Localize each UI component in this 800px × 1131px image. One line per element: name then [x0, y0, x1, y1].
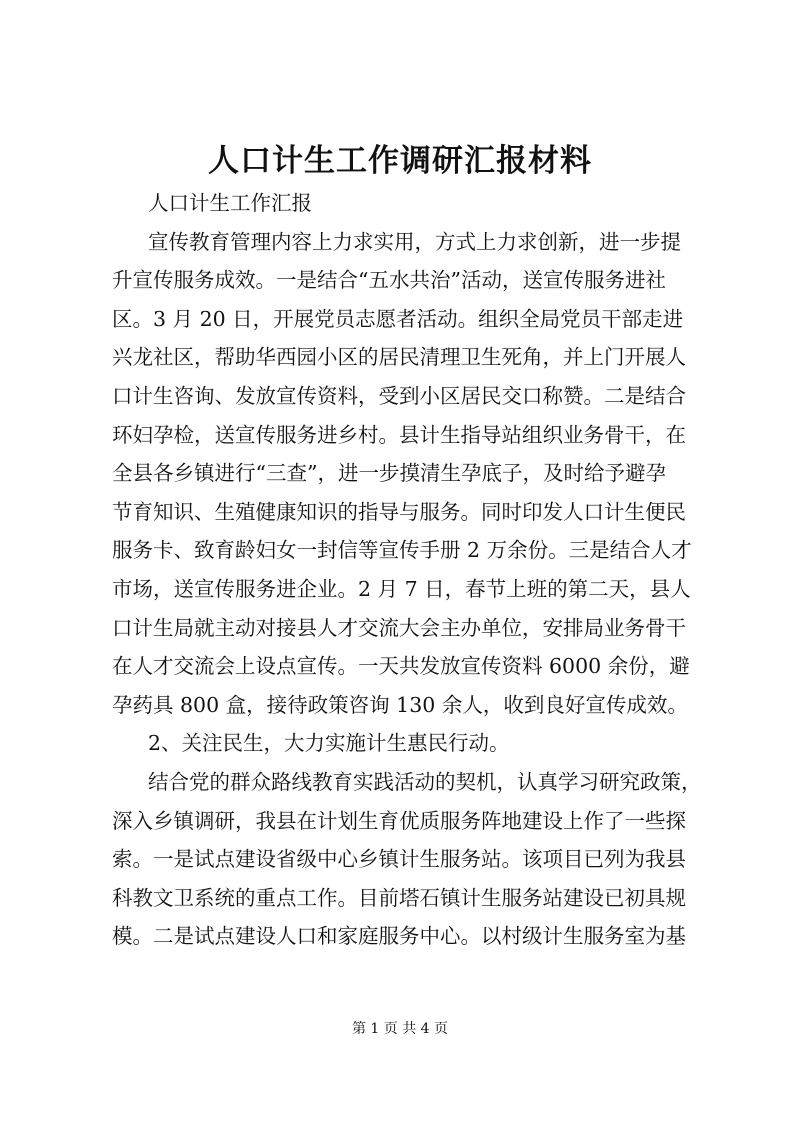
- text-line: 科教文卫系统的重点工作。目前塔石镇计生服务站建设已初具规: [112, 885, 686, 910]
- text-line: 人口计生工作汇报: [148, 191, 312, 215]
- text-line: 环妇孕检，送宣传服务进乡村。县计生指导站组织业务骨干，在: [112, 422, 686, 447]
- text-line: 升宣传服务成效。一是结合“五水共治”活动，送宣传服务进社: [112, 268, 666, 293]
- text-line: 服务卡、致育龄妇女一封信等宣传手册 2 万余份。三是结合人才: [112, 538, 692, 563]
- text-line: 口计生局就主动对接县人才交流大会主办单位，安排局业务骨干: [112, 615, 686, 640]
- text-line: 兴龙社区，帮助华西园小区的居民清理卫生死角，并上门开展人: [112, 345, 686, 370]
- text-line: 节育知识、生殖健康知识的指导与服务。同时印发人口计生便民: [112, 499, 686, 524]
- text-line: 全县各乡镇进行“三查”，进一步摸清生孕底子，及时给予避孕: [112, 461, 666, 486]
- text-line: 在人才交流会上设点宣传。一天共发放宣传资料 6000 余份，避: [112, 654, 690, 679]
- text-line: 口计生咨询、发放宣传资料，受到小区居民交口称赞。二是结合: [112, 383, 686, 408]
- text-line: 深入乡镇调研，我县在计划生育优质服务阵地建设上作了一些探: [112, 808, 686, 833]
- text-line: 模。二是试点建设人口和家庭服务中心。以村级计生服务室为基: [112, 924, 686, 949]
- page-footer: 第 1 页 共 4 页: [351, 1021, 449, 1037]
- text-line: 市场，送宣传服务进企业。2 月 7 日，春节上班的第二天，县人: [112, 576, 691, 601]
- text-line: 索。一是试点建设省级中心乡镇计生服务站。该项目已列为我县: [112, 847, 686, 872]
- text-line: 2、关注民生，大力实施计生惠民行动。: [148, 731, 510, 756]
- text-line: 结合党的群众路线教育实践活动的契机，认真学习研究政策，: [148, 769, 702, 794]
- text-line: 宣传教育管理内容上力求实用，方式上力求创新，进一步提: [148, 229, 681, 254]
- text-line: 区。3 月 20 日，开展党员志愿者活动。组织全局党员干部走进: [112, 306, 684, 331]
- document-title: 人口计生工作调研汇报材料: [208, 143, 592, 179]
- text-line: 孕药具 800 盒，接待政策咨询 130 余人，收到良好宣传成效。: [112, 692, 688, 717]
- document-body: [112, 184, 702, 956]
